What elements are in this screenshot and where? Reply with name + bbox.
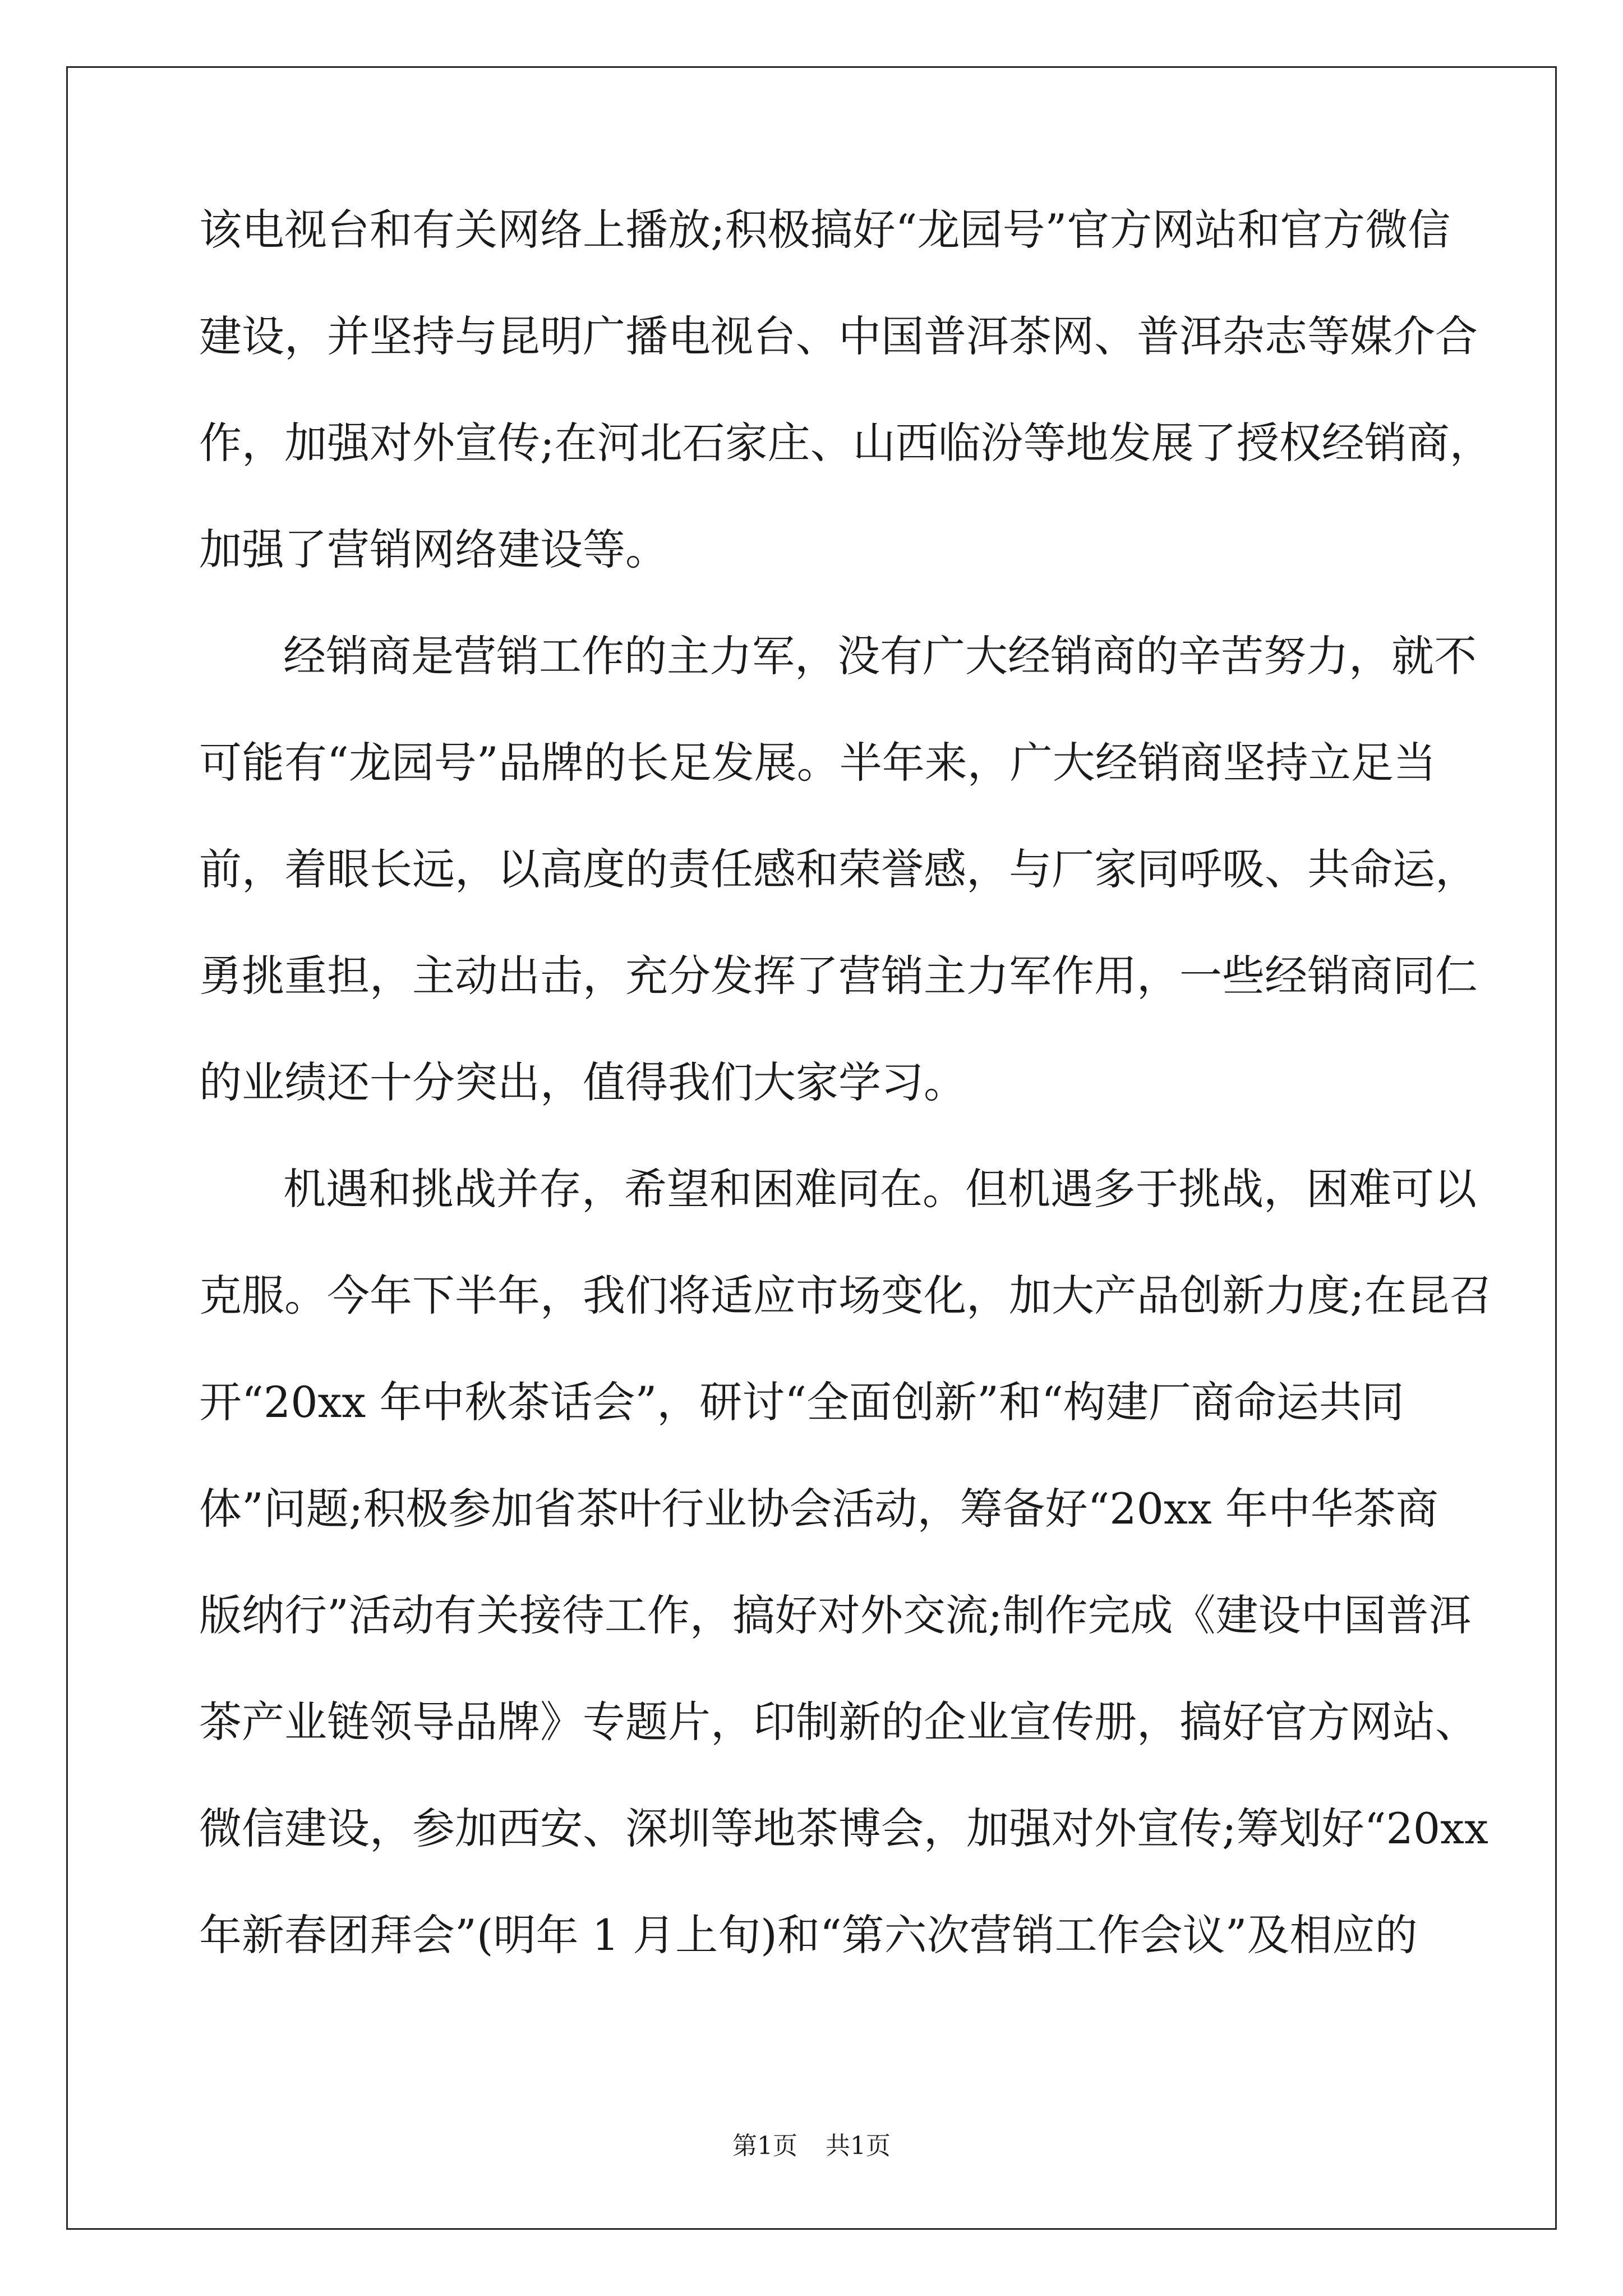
text-line: 开“20xx 年中秋茶话会”，研讨“全面创新”和“构建厂商命运共同 bbox=[199, 1377, 1404, 1427]
page-footer bbox=[0, 2129, 1623, 2163]
text-line: 克服。今年下半年，我们将适应市场变化，加大产品创新力度;在昆召 bbox=[199, 1271, 1492, 1320]
text-line: 茶产业链领导品牌》专题片，印制新的企业宣传册，搞好官方网站、 bbox=[199, 1697, 1478, 1747]
text-line: 微信建设，参加西安、深圳等地茶博会，加强对外宣传;筹划好“20xx bbox=[199, 1803, 1488, 1853]
text-line: 加强了营销网络建设等。 bbox=[199, 524, 668, 574]
text-line: 年新春团拜会”(明年 1 月上旬)和“第六次营销工作会议”及相应的 bbox=[199, 1910, 1418, 1960]
page-number: 第1页 bbox=[732, 2132, 797, 2160]
text-line: 版纳行”活动有关接待工作，搞好对外交流;制作完成《建设中国普洱 bbox=[199, 1590, 1472, 1640]
page-total: 共1页 bbox=[826, 2132, 891, 2160]
text-line: 建设，并坚持与昆明广播电视台、中国普洱茶网、普洱杂志等媒介合 bbox=[199, 311, 1478, 361]
document-body bbox=[199, 203, 1492, 1962]
text-line: 作，加强对外宣传;在河北石家庄、山西临汾等地发展了授权经销商， bbox=[199, 418, 1492, 468]
text-line: 体”问题;积极参加省茶叶行业协会活动，筹备好“20xx 年中华茶商 bbox=[199, 1484, 1438, 1534]
text-line: 前，着眼长远，以高度的责任感和荣誉感，与厂家同呼吸、共命运， bbox=[199, 844, 1478, 894]
text-line: 可能有“龙园号”品牌的长足发展。半年来，广大经销商坚持立足当 bbox=[199, 738, 1436, 788]
paragraph-first-line: 机遇和挑战并存，希望和困难同在。但机遇多于挑战，困难可以 bbox=[283, 1164, 1477, 1214]
text-line: 的业绩还十分突出，值得我们大家学习。 bbox=[199, 1057, 966, 1107]
paragraph-first-line: 经销商是营销工作的主力军，没有广大经销商的辛苦努力，就不 bbox=[283, 631, 1477, 681]
text-line: 该电视台和有关网络上播放;积极搞好“龙园号”官方网站和官方微信 bbox=[199, 205, 1451, 255]
text-line: 勇挑重担，主动出击，充分发挥了营销主力军作用，一些经销商同仁 bbox=[199, 951, 1478, 1001]
